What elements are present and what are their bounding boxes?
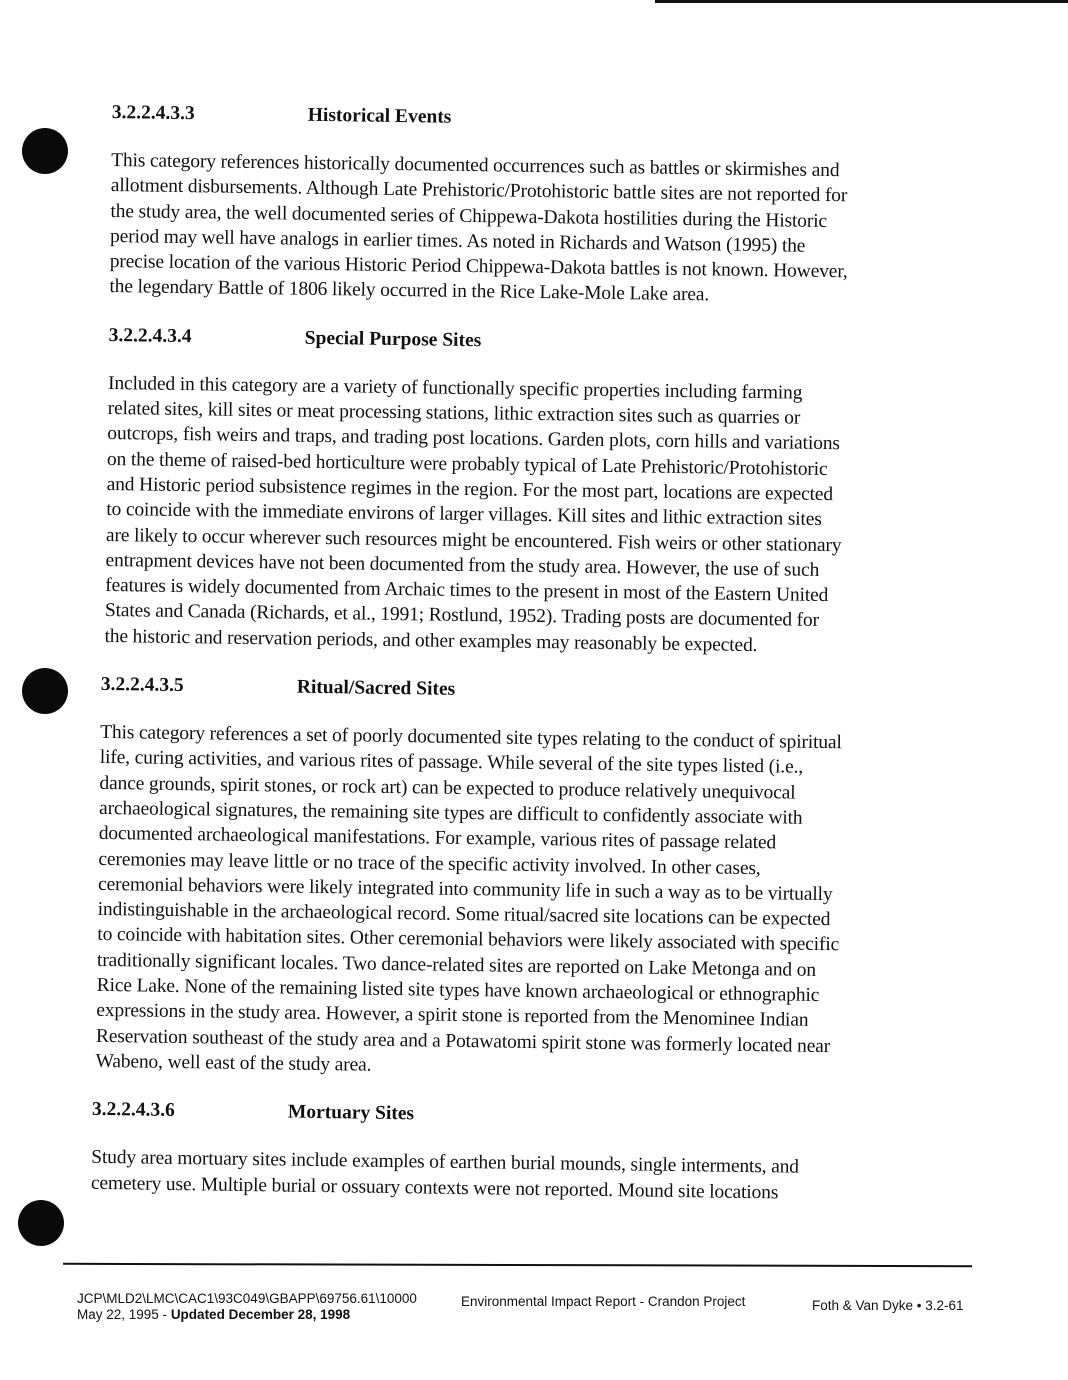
punch-hole-middle xyxy=(22,668,68,714)
punch-hole-top xyxy=(22,128,68,174)
paragraph-line: traditionally significant locales. Two dance-related sites are reported on Lake Metonga and on xyxy=(96,949,817,981)
paragraph-line: on the theme of raised-bed horticulture were probably typical of Late Prehistoric/Protohistoric xyxy=(106,448,828,480)
paragraph-line: documented archaeological manifestations. For example, various rites of passage related xyxy=(98,823,777,854)
footer-date-line xyxy=(77,1307,350,1322)
section-title: Mortuary Sites xyxy=(287,1101,415,1125)
paragraph-line: are likely to occur wherever such resources might be encountered. Fish weirs or other stationary xyxy=(105,524,842,556)
paragraph-line: States and Canada (Richards, et al., 1991; Rostlund, 1952). Trading posts are documented for xyxy=(104,600,820,632)
section-number: 3.2.2.4.3.6 xyxy=(91,1099,175,1122)
paragraph-line: Study area mortuary sites include examples of earthen burial mounds, single interments, and xyxy=(91,1147,800,1178)
section-heading xyxy=(109,325,959,361)
paragraph-line: archaeological signatures, the remaining site types are difficult to confidently associate with xyxy=(98,797,803,829)
section-title: Historical Events xyxy=(307,104,452,128)
paragraph-line: outcrops, fish weirs and traps, and trading post locations. Garden plots, corn hills and variations xyxy=(107,423,840,455)
paragraph-line: the study area, the well documented series of Chippewa-Dakota hostilities during the Historic xyxy=(110,200,828,232)
section-heading xyxy=(101,674,954,710)
paragraph-line: Wabeno, well east of the study area. xyxy=(95,1050,372,1076)
document-body xyxy=(90,102,962,1233)
section-heading xyxy=(112,102,962,138)
section-title: Ritual/Sacred Sites xyxy=(296,676,456,700)
paragraph-line: ceremonies may leave little or no trace of the specific activity involved. In other cases, xyxy=(98,848,761,879)
paragraph-line: Rice Lake. None of the remaining listed site types have known archaeological or ethnographic xyxy=(96,974,820,1006)
paragraph-line: and Historic period subsistence regimes in the region. For the most part, locations are expected xyxy=(106,473,834,506)
punch-hole-bottom xyxy=(18,1200,64,1246)
section-heading xyxy=(92,1099,948,1135)
paragraph-line: This category references a set of poorly documented site types relating to the conduct of spiritual xyxy=(100,721,842,754)
paragraph-line: ceremonial behaviors were likely integrated into community life in such a way as to be virtually xyxy=(97,873,833,905)
paragraph-line: to coincide with habitation sites. Other ceremonial behaviors were likely associated with specific xyxy=(97,924,840,956)
section-paragraph xyxy=(109,148,961,312)
paragraph-line: cemetery use. Multiple burial or ossuary contexts were not reported. Mound site locations xyxy=(90,1172,779,1203)
paragraph-line: Reservation southeast of the study area and a Potawatomi spirit stone was formerly located near xyxy=(95,1025,831,1057)
paragraph-line: the historic and reservation periods, and other examples may reasonably be expected. xyxy=(104,625,758,656)
paragraph-line: allotment disbursements. Although Late Prehistoric/Protohistoric battle sites are not reported for xyxy=(110,175,848,207)
paragraph-line: related sites, kill sites or meat processing stations, lithic extraction sites such as quarries or xyxy=(107,398,801,429)
footer-path: JCP\MLD2\LMC\CAC1\93C049\GBAPP\69756.61\10000 xyxy=(77,1291,417,1306)
section-paragraph xyxy=(95,720,953,1086)
paragraph-line: the legendary Battle of 1806 likely occurred in the Rice Lake-Mole Lake area. xyxy=(109,276,710,306)
section-number: 3.2.2.4.3.4 xyxy=(108,324,192,347)
scan-top-edge-line xyxy=(655,0,1068,3)
section-paragraph xyxy=(91,1145,948,1208)
paragraph-line: period may well have analogs in earlier times. As noted in Richards and Watson (1995) the xyxy=(109,225,806,257)
footer-updated: Updated December 28, 1998 xyxy=(170,1307,351,1322)
footer-report-title: Environmental Impact Report - Crandon Project xyxy=(461,1294,746,1309)
paragraph-line: dance grounds, spirit stones, or rock art) can be expected to produce relatively unequivocal xyxy=(99,772,796,804)
paragraph-line: to coincide with the immediate environs of larger villages. Kill sites and lithic extraction sites xyxy=(106,499,822,531)
paragraph-line: features is widely documented from Archaic times to the present in most of the Eastern United xyxy=(105,575,829,607)
paragraph-line: precise location of the various Historic Period Chippewa-Dakota battles is not known. However, xyxy=(109,251,848,283)
footer-date: May 22, 1995 - xyxy=(77,1307,171,1322)
section-number: 3.2.2.4.3.5 xyxy=(100,673,184,697)
section-paragraph xyxy=(104,371,958,661)
section-title: Special Purpose Sites xyxy=(304,327,482,351)
paragraph-line: entrapment devices have not been documented from the study area. However, the use of such xyxy=(105,549,820,581)
paragraph-line: This category references historically documented occurrences such as battles or skirmishes and xyxy=(111,149,840,182)
paragraph-line: life, curing activities, and various rites of passage. While several of the site types listed (i.e., xyxy=(99,747,804,779)
paragraph-line: expressions in the study area. However, a spirit stone is reported from the Menominee Indian xyxy=(96,1000,809,1032)
paragraph-line: indistinguishable in the archaeological record. Some ritual/sacred site locations can be expected xyxy=(97,899,831,931)
section-number: 3.2.2.4.3.3 xyxy=(111,102,195,125)
footer-rule xyxy=(63,1263,972,1267)
footer-page-number: Foth & Van Dyke • 3.2-61 xyxy=(812,1298,964,1313)
paragraph-line: Included in this category are a variety of functionally specific properties including farming xyxy=(107,372,803,404)
